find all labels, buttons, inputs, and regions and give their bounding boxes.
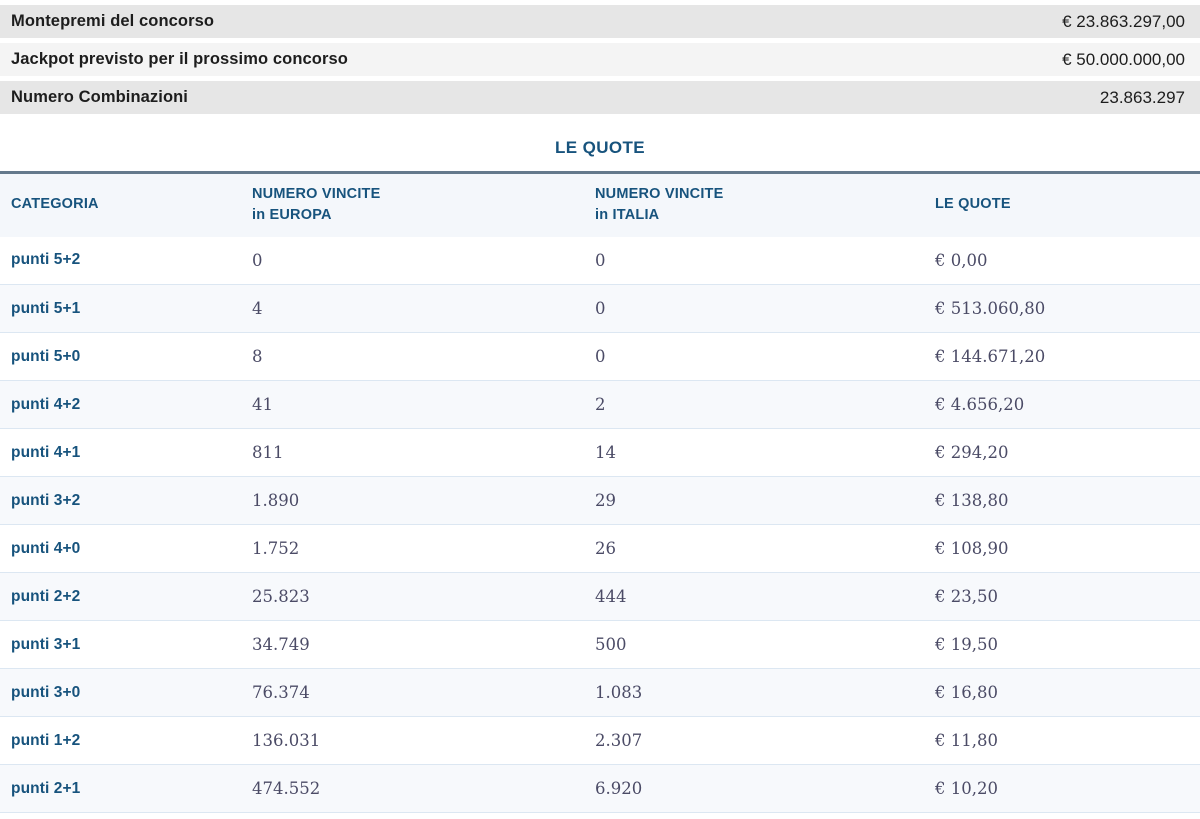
quota-cell: € 138,80 <box>935 477 1200 525</box>
category-cell: punti 3+2 <box>0 477 252 525</box>
category-cell: punti 3+0 <box>0 669 252 717</box>
column-header-categoria <box>0 173 252 237</box>
europa-wins-cell: 8 <box>252 333 595 381</box>
column-header-line2: in EUROPA <box>252 207 332 224</box>
quota-cell: € 294,20 <box>935 429 1200 477</box>
column-header-line2: in ITALIA <box>595 207 660 224</box>
quota-cell: € 16,80 <box>935 669 1200 717</box>
quotes-table <box>0 171 1200 813</box>
summary-label: Montepremi del concorso <box>11 12 215 30</box>
summary-row <box>0 43 1200 76</box>
europa-wins-cell: 0 <box>252 237 595 285</box>
europa-wins-cell: 4 <box>252 285 595 333</box>
quotes-table-header-row <box>0 173 1200 237</box>
table-row <box>0 429 1200 477</box>
europa-wins-cell: 1.890 <box>252 477 595 525</box>
europa-wins-cell: 76.374 <box>252 669 595 717</box>
italia-wins-cell: 444 <box>595 573 935 621</box>
column-header-le-quote <box>935 173 1200 237</box>
category-cell: punti 4+2 <box>0 381 252 429</box>
summary-row <box>0 5 1200 38</box>
europa-wins-cell: 811 <box>252 429 595 477</box>
column-header-vincite-italia <box>595 173 935 237</box>
europa-wins-cell: 25.823 <box>252 573 595 621</box>
quota-cell: € 0,00 <box>935 237 1200 285</box>
category-cell: punti 5+2 <box>0 237 252 285</box>
column-header-line1: CATEGORIA <box>11 196 99 213</box>
summary-section <box>0 0 1200 114</box>
italia-wins-cell: 26 <box>595 525 935 573</box>
quota-cell: € 19,50 <box>935 621 1200 669</box>
europa-wins-cell: 136.031 <box>252 717 595 765</box>
quota-cell: € 23,50 <box>935 573 1200 621</box>
italia-wins-cell: 2 <box>595 381 935 429</box>
category-cell: punti 1+2 <box>0 717 252 765</box>
italia-wins-cell: 0 <box>595 285 935 333</box>
summary-label: Jackpot previsto per il prossimo concorso <box>11 50 348 68</box>
table-row <box>0 525 1200 573</box>
italia-wins-cell: 0 <box>595 237 935 285</box>
italia-wins-cell: 29 <box>595 477 935 525</box>
table-row <box>0 477 1200 525</box>
quota-cell: € 144.671,20 <box>935 333 1200 381</box>
category-cell: punti 5+0 <box>0 333 252 381</box>
table-row <box>0 381 1200 429</box>
summary-value: € 50.000.000,00 <box>1062 49 1185 69</box>
column-header-vincite-europa <box>252 173 595 237</box>
europa-wins-cell: 474.552 <box>252 765 595 813</box>
italia-wins-cell: 0 <box>595 333 935 381</box>
quotes-section-title: LE QUOTE <box>554 138 646 157</box>
italia-wins-cell: 500 <box>595 621 935 669</box>
europa-wins-cell: 34.749 <box>252 621 595 669</box>
quota-cell: € 4.656,20 <box>935 381 1200 429</box>
table-row <box>0 717 1200 765</box>
quotes-table-body <box>0 237 1200 813</box>
italia-wins-cell: 1.083 <box>595 669 935 717</box>
italia-wins-cell: 14 <box>595 429 935 477</box>
table-row <box>0 765 1200 813</box>
category-cell: punti 3+1 <box>0 621 252 669</box>
category-cell: punti 2+1 <box>0 765 252 813</box>
column-header-line1: LE QUOTE <box>935 196 1011 213</box>
quota-cell: € 513.060,80 <box>935 285 1200 333</box>
table-row <box>0 333 1200 381</box>
summary-label: Numero Combinazioni <box>11 88 188 106</box>
column-header-line1: NUMERO VINCITE <box>252 185 381 202</box>
italia-wins-cell: 6.920 <box>595 765 935 813</box>
column-header-line1: NUMERO VINCITE <box>595 185 724 202</box>
table-row <box>0 285 1200 333</box>
summary-value: 23.863.297 <box>1099 87 1185 107</box>
quota-cell: € 108,90 <box>935 525 1200 573</box>
table-row <box>0 669 1200 717</box>
summary-row <box>0 81 1200 114</box>
table-row <box>0 573 1200 621</box>
europa-wins-cell: 41 <box>252 381 595 429</box>
category-cell: punti 2+2 <box>0 573 252 621</box>
category-cell: punti 4+1 <box>0 429 252 477</box>
table-row <box>0 237 1200 285</box>
category-cell: punti 4+0 <box>0 525 252 573</box>
quota-cell: € 10,20 <box>935 765 1200 813</box>
europa-wins-cell: 1.752 <box>252 525 595 573</box>
summary-value: € 23.863.297,00 <box>1062 11 1185 31</box>
table-row <box>0 621 1200 669</box>
quota-cell: € 11,80 <box>935 717 1200 765</box>
italia-wins-cell: 2.307 <box>595 717 935 765</box>
category-cell: punti 5+1 <box>0 285 252 333</box>
